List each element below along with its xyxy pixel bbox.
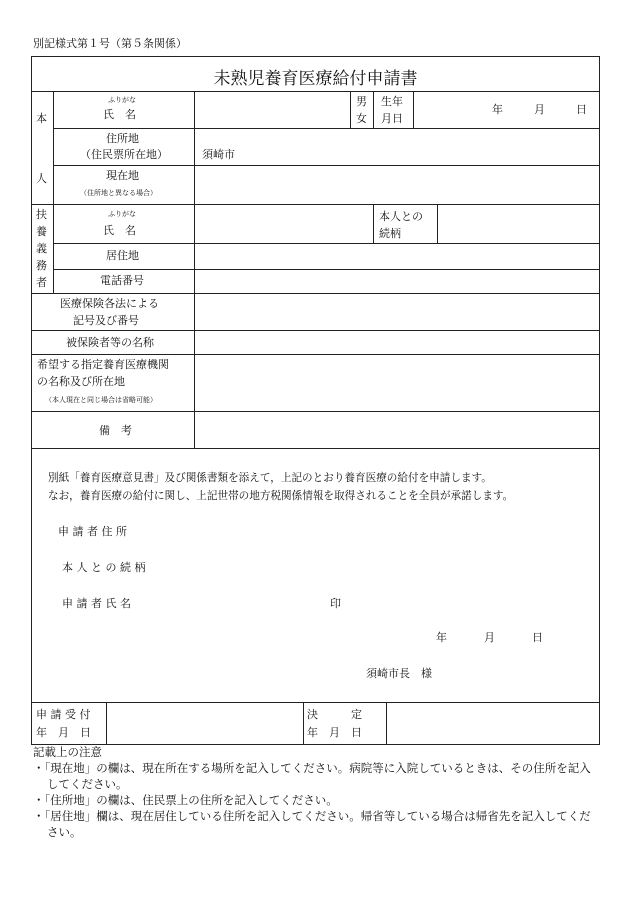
divider xyxy=(373,91,374,128)
date-day-label: 日 xyxy=(532,631,543,644)
divider xyxy=(53,243,600,244)
divider xyxy=(31,91,600,92)
patient-name-label: 氏 名 xyxy=(103,108,136,121)
patient-group-label: 本 xyxy=(36,112,47,125)
patient-name-field[interactable] xyxy=(196,93,348,126)
phone-field[interactable] xyxy=(196,271,598,291)
address-label: （住民票所在地） xyxy=(80,148,168,161)
divider xyxy=(437,204,438,243)
guardian-furigana-label: ふりがな xyxy=(108,210,136,218)
divider xyxy=(106,702,107,745)
divider xyxy=(413,91,414,128)
patient-group-label: 人 xyxy=(36,172,47,185)
dob-month-label: 月 xyxy=(534,103,545,116)
divider xyxy=(31,411,600,412)
institution-note: （本人現在と同じ場合は省略可能） xyxy=(45,396,157,404)
guardian-group-label: 扶 xyxy=(36,208,47,221)
institution-field[interactable] xyxy=(196,356,598,409)
divider xyxy=(31,702,600,703)
form-number-label: 別記様式第１号（第５条関係） xyxy=(33,37,187,50)
institution-label: 希望する指定養育医療機関 xyxy=(37,358,169,371)
guardian-name-label: 氏 名 xyxy=(103,224,136,237)
guardian-name-field[interactable] xyxy=(196,206,371,241)
phone-label: 電話番号 xyxy=(100,274,144,287)
divider xyxy=(31,204,600,205)
remarks-label: 備 考 xyxy=(99,424,132,437)
insured-name-field[interactable] xyxy=(196,332,598,352)
dob-label: 月日 xyxy=(381,112,403,125)
divider xyxy=(303,702,304,745)
dob-field[interactable] xyxy=(415,93,598,126)
receipt-date-label: 申 請 受 付 xyxy=(36,708,91,721)
note-item: ・「現在地」の欄は、現在所在する場所を記入してください。病院等に入院しているときは、その住所を記入してください。 xyxy=(33,761,591,791)
relation-to-patient-label: 本 人 と の 続 柄 xyxy=(62,561,146,574)
divider xyxy=(31,448,600,449)
note-item: ・「住所地」の欄は、住民票上の住所を記入してください。 xyxy=(33,793,338,807)
sex-male-option[interactable]: 男 xyxy=(356,95,367,108)
dob-day-label: 日 xyxy=(576,103,587,116)
current-location-label: 現在地 xyxy=(106,169,139,182)
relation-field[interactable] xyxy=(439,206,598,241)
residence-field[interactable] xyxy=(196,245,598,267)
applicant-name-label: 申 請 者 氏 名 xyxy=(62,597,131,610)
guardian-group-label: 養 xyxy=(36,225,47,238)
relation-label: 続柄 xyxy=(379,227,401,240)
divider xyxy=(386,702,387,745)
divider xyxy=(31,330,600,331)
divider xyxy=(373,204,374,243)
decision-date-field[interactable] xyxy=(388,704,598,743)
divider xyxy=(53,165,600,166)
addressee: 須崎市長 様 xyxy=(366,667,432,680)
decision-date-label: 年 月 日 xyxy=(307,726,362,739)
guardian-group-label: 義 xyxy=(36,242,47,255)
date-year-label: 年 xyxy=(436,631,447,644)
insured-name-label: 被保険者等の名称 xyxy=(66,336,154,349)
divider xyxy=(53,128,600,129)
form-title: 未熟児養育医療給付申請書 xyxy=(213,69,418,89)
patient-furigana-label: ふりがな xyxy=(108,96,136,104)
applicant-address-label: 申 請 者 住 所 xyxy=(58,525,127,538)
notes-heading: 記載上の注意 xyxy=(33,745,102,759)
residence-label: 居住地 xyxy=(106,249,139,262)
receipt-date-field[interactable] xyxy=(108,704,301,743)
insurance-number-label: 記号及び番号 xyxy=(73,314,139,327)
divider xyxy=(31,293,600,294)
institution-label: の名称及び所在地 xyxy=(37,375,125,388)
declaration-text: なお，養育医療の給付に関し、上記世帯の地方税関係情報を取得されることを全員が承諾します。 xyxy=(48,490,514,502)
divider xyxy=(53,91,54,293)
insurance-number-label: 医療保険各法による xyxy=(60,297,159,310)
receipt-date-label: 年 月 日 xyxy=(36,726,91,739)
remarks-field[interactable] xyxy=(196,413,598,446)
relation-label: 本人との xyxy=(379,210,423,223)
decision-date-label: 決 定 xyxy=(307,708,362,721)
sex-female-option[interactable]: 女 xyxy=(356,112,367,125)
address-label: 住所地 xyxy=(106,132,139,145)
current-location-field[interactable] xyxy=(196,167,598,202)
dob-year-label: 年 xyxy=(492,103,503,116)
guardian-group-label: 者 xyxy=(36,276,47,289)
seal-mark: 印 xyxy=(330,597,341,610)
current-location-note: （住所地と異なる場合） xyxy=(80,189,157,197)
divider xyxy=(31,354,600,355)
date-month-label: 月 xyxy=(484,631,495,644)
dob-label: 生年 xyxy=(381,95,403,108)
divider xyxy=(350,91,351,128)
address-value[interactable]: 須崎市 xyxy=(202,148,235,161)
note-item: ・「居住地」欄は、現在居住している住所を記入してください。帰省等している場合は帰省先を記入してください。 xyxy=(33,809,591,839)
guardian-group-label: 務 xyxy=(36,259,47,272)
notes-section xyxy=(33,744,599,840)
declaration-text: 別紙「養育医療意見書」及び関係書類を添えて，上記のとおり養育医療の給付を申請します。 xyxy=(48,472,492,484)
divider xyxy=(53,269,600,270)
insurance-number-field[interactable] xyxy=(196,295,598,328)
divider xyxy=(194,91,195,448)
